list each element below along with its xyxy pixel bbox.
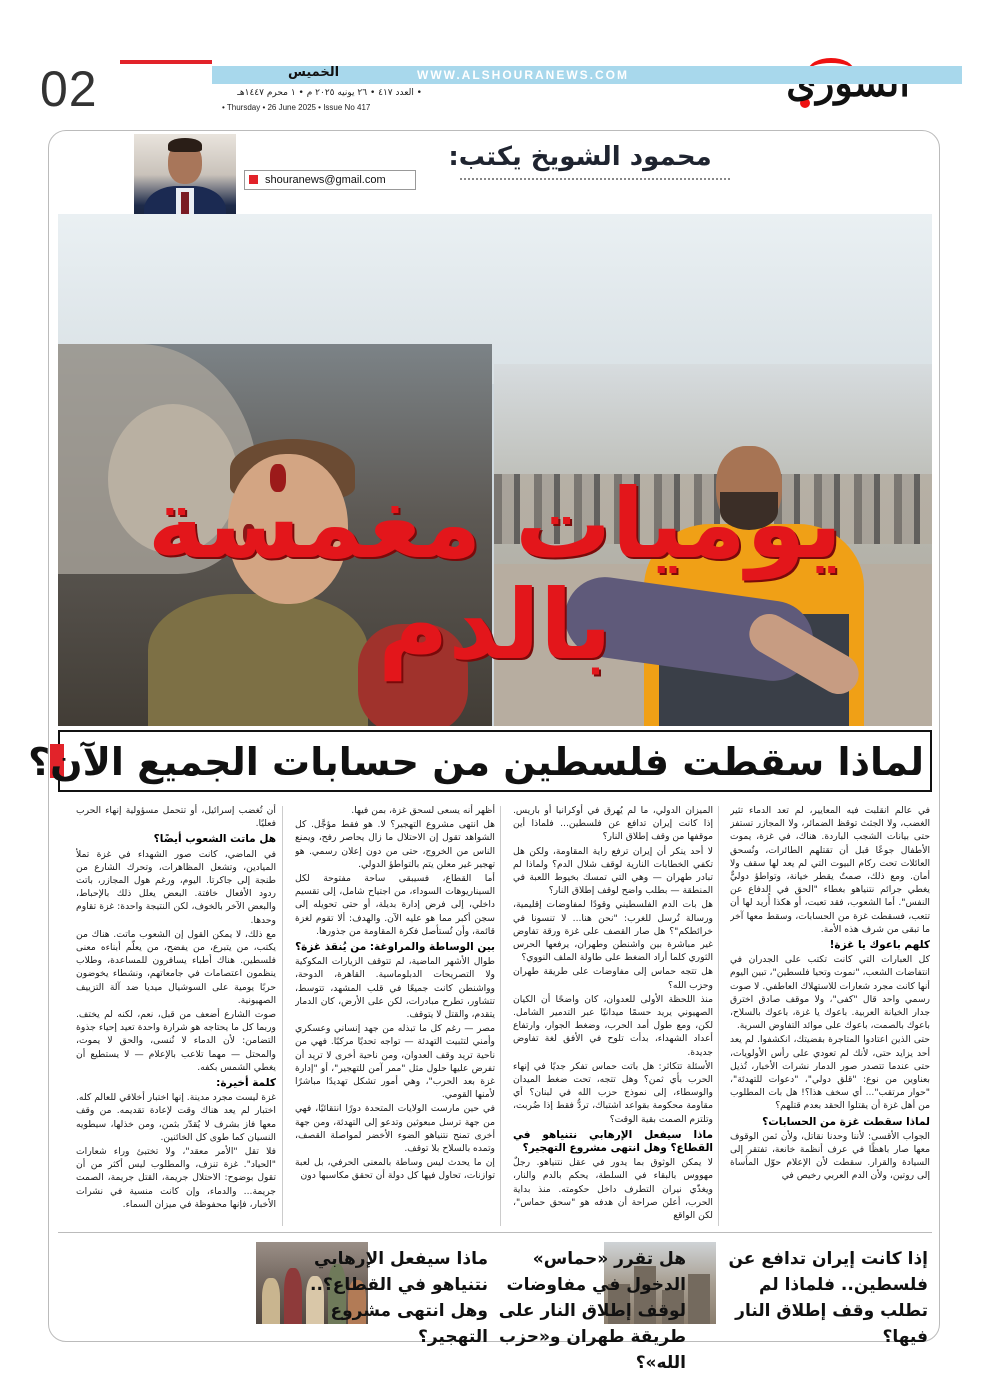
article-column-2 [513,804,713,1228]
article-paragraph: غزة ليست مجرد مدينة. إنها اختبار أخلاقي للعالم كله. اختبار لم يعد هناك وقت لإعادة تقديمه. من وقف معها فاز بشرف لا يُقدّر بثمن، ومن خذلها، سيطويه النسيان كما طوى كل الخائنين. [76,1092,276,1143]
author-email[interactable] [244,170,416,190]
section-heading: كلهم باعوك يا غزة! [829,939,930,952]
teasers-divider [58,1232,932,1233]
section-heading: بين الوساطة والمراوغة: من يُنقذ غزة؟ [295,941,495,954]
article-paragraph: مصر — رغم كل ما تبذله من جهد إنساني وعسكري وأمني لتثبيت التهدئة — تواجه تحديًا مركبًا. فهي من ناحية تريد وقف العدوان، ومن ناحية أخرى لا تريد أن تفرض عليها حلول مثل "ممر آمن للتهجير"، أو "إدارة غزة بعد الحرب"، وهي أمور تشكل تهديدًا مباشرًا لأمنها القومي. [295,1023,495,1101]
article-paragraph: هل انتهى مشروع التهجير؟ لا. هو فقط مؤجَّل. كل الشواهد تقول إن الاحتلال ما زال يحاصر رفح، ويمنع الناس من الخروج، حتى من دون إعلان رسمي. هو تهجير غير معلن يتم بالتواطؤ الدولي. [295,819,495,870]
article-paragraph: الأسئلة تتكاثر: هل باتت حماس تفكر جديًا في إنهاء الحرب بأي ثمن؟ وهل تتجه، تحت ضغط الميدان والوسطاء، إلى نموذج حزب الله في لبنان؟ أي مقاومة محكومة بقواعد اشتباك، تردُّ فقط إذا ضُربت، وتلتزم الصمت بقية الوقت؟ [513,1060,713,1125]
article-paragraph: طوال الأشهر الماضية، لم تتوقف الزيارات المكوكية ولا التصريحات الدبلوماسية. القاهرة، الدوحة، وواشنطن كانت جميعًا في قلب المشهد، تتوسط، تتشاور، تطرح مبادرات، لكن على الأرض، كان الدمار يتقدم، والقتل لا يتوقف. [295,956,495,1021]
teaser-netanyahu[interactable]: ماذا سيفعل الإرهابي نتنياهو في القطاع؟.. وهل انتهى مشروع التهجير؟ [310,1249,488,1347]
section-heading: لماذا سقطت غزة من الحسابات؟ [762,1115,930,1128]
article-paragraph: أن تُغضب إسرائيل، أو تتحمل مسؤولية إنهاء الحرب فعليًا. [76,805,276,830]
teaser-iran[interactable]: إذا كانت إيران تدافع عن فلسطين.. فلماذا لم تطلب وقف إطلاق النار فيها؟ [728,1249,928,1347]
article-paragraph: فلا تقل "الأمر معقد"، ولا تختبئ وراء شعارات "الحياد". غزة تنزف، والمطلوب ليس أكثر من أن تقول بوضوح: الاحتلال جريمة، القتل جريمة، الصمت جريمة... والدماء، وإن كانت منسية في نشرات الأخبار، فإنها محفوظة في ميزان السماء. [76,1146,276,1210]
issue-date-english: • Thursday • 26 June 2025 • Issue No 417 [222,103,371,112]
main-headline: يوميات مغمسة بالدم [147,468,843,681]
hero-photo-collage [58,214,932,726]
issue-date-arabic: • العدد ٤١٧ • ٢٦ يونيه ٢٠٢٥ م • ١ محرم ١٤٤٧هـ [237,88,422,98]
subheadline: لماذا سقطت فلسطين من حسابات الجميع الآن؟ [28,740,924,784]
article-paragraph: الميزان الدولي، ما لم يُهرق في أوكرانيا أو باريس. إذا كانت إيران تدافع عن فلسطين... فلماذا أين موقفها من وقف إطلاق النار؟ [513,805,713,843]
article-paragraph: لا يمكن الوثوق بما يدور في عقل نتنياهو. رجلٌ مهووس بالبقاء في السلطة، يحكم بالدم والنار، ويغذّي نيران التطرف داخل حكومته. منذ بداية الحرب، أعلن صراحة أن هدفه هو "سحق حماس"، لكن الواقع [513,1157,713,1222]
article-column-3 [295,804,495,1228]
article-paragraph: صوت الشارع أضعف من قبل، نعم، لكنه لم يختف. وربما كل ما يحتاجه هو شرارة واحدة تعيد إحياء جذوة التضامن: لأن الدماء لا تُنسى، والحق لا يموت، والمحتل — مهما تلاعب بالإعلام — لا يستطيع أن يغطي الشمس بكفه. [76,1009,276,1073]
article-column-4 [76,804,276,1228]
teaser-hamas[interactable]: هل تقرر «حماس» الدخول في مفاوضات لوقف إطلاق النار على طريقة طهران و«حزب الله»؟ [498,1249,686,1373]
column-divider [500,806,501,1226]
article-paragraph: في عالم انقلبت فيه المعايير، لم تعد الدماء تثير الغضب، ولا الجثث توقظ الضمائر، ولا المجازر تستفز حتى بيانات الشجب الباردة. هناك، في غزة، يموت الأطفال جوعًا قبل أن تقتلهم الطائرات، وتُسحق العائلات تحت ركام البيوت التي لم يعد لها سقف ولا أمان. ومع ذلك، صمتٌ يقطر خيانة، وتواطؤ دوليٌّ يغطي جرائم نتنياهو بغطاء "الحق في الدفاع عن النفس". أما الشعوب، فقد تعبت، أو هكذا أُريد لها أن تتعب، فسقطت غزة من الحسابات، وسقط معها آخر ما تبقى من شرف هذه الأمة. [730,805,930,935]
article-paragraph: الجواب الأقسى: لأننا وحدنا نقاتل، ولأن ثمن الوقوف معها صار باهظًا في عرف أنظمة خانعة، تفتقر إلى السيادة والقرار. سقطت لأن الإعلام حوّل المأساة إلى روتين، ولأن الدم العربي رخيص في [730,1130,930,1182]
article-paragraph: أما القطاع، فسيبقى ساحة مفتوحة لكل السيناريوهات السوداء، من اجتياح شامل، إلى تقسيم داخلي، إلى فرض إدارة بديلة، أو حتى تحويله إلى سجن أكبر مما هو عليه الآن. والهدف: ألا تقوم لغزة قائمة، وأن تُستأصل فكرة المقاومة من جذورها. [295,873,495,937]
article-paragraph: حتى الذين اعتادوا المتاجرة بقضيتك، انكشفوا. لم يعد أحد يزايد حتى، لأنك لم تعودي على رأس الأولويات، حتى عندما تتصدر صور الدمار نشرات الأخبار، تُذيل بعناوين من نوع: "قلق دولي"، "دعوات للتهدئة"، "حوار مرتقب"... أي سخف هذا؟! هل بات المطلوب من أهل غزة أن يقتلوا الحقد بعدم قتلهم؟ [730,1034,930,1112]
issue-day: الخميس [288,65,340,80]
author-email-text: shouranews@gmail.com [265,174,386,186]
email-icon [249,175,258,184]
article-column-1 [730,804,930,1228]
column-divider [718,806,719,1226]
article-paragraph: في حين مارست الولايات المتحدة دورًا انتقائيًا، فهي من جهة ترسل مبعوثين وتدعو إلى التهدئة، ومن جهة أخرى تمنح نتنياهو الضوء الأخضر لمواصلة القصف، وتمده بالسلاح بلا توقف. [295,1103,495,1155]
article-paragraph: منذ اللحظة الأولى للعدوان، كان واضحًا أن الكيان الصهيوني يريد حسمًا ميدانيًا عبر التدمير الشامل. لكن، ومع طول أمد الحرب، وضغط الجوار، وارتفاع أعداد الشهداء، بدأت تلوح في الأفق لغة تفاوض جديدة. [513,993,713,1058]
section-heading: كلمة أخيرة: [216,1077,276,1090]
website-url[interactable]: WWW.ALSHOURANEWS.COM [417,68,629,82]
article-paragraph: هل بات الدم الفلسطيني وقودًا لمفاوضات إقليمية، ورسالة تُرسل للغرب: "نحن هنا... لا تنسونا في خرائطكم"؟ هل صار القصف على غزة ورقة تفاوض غير مباشرة بين واشنطن وطهران، يرفعها الحرس الثوري كلما أراد الضغط على طاولة الملف النووي؟ [513,899,713,964]
section-heading: ماذا سيفعل الإرهابي نتنياهو في القطاع؟ وهل انتهى مشروع التهجير؟ [513,1128,713,1155]
article-paragraph: لا أحد ينكر أن إيران ترفع راية المقاومة، ولكن هل تكفي الخطابات النارية لوقف شلال الدم؟ ولماذا لم تبادر طهران — وهي التي تمسك بخيوط اللعبة في المنطقة — بطلب واضح لوقف إطلاق النار؟ [513,845,713,897]
article-paragraph: هل تتجه حماس إلى مفاوضات على طريقة طهران وحزب الله؟ [513,966,713,991]
article-paragraph: كل العبارات التي كانت تكتب على الجدران في انتفاضات الشعب، "نموت وتحيا فلسطين"، تبين اليوم أنها كانت مجرد شعارات للاستهلاك العاطفي. لا صوت رسمي واحد قال "كفى"، ولا موقف صادق اخترق جدار الخيانة العربية. باعوك يا غزة، باعوك بالسلاح، باعوك بالصمت، باعوك على موائد التفاوض السرية. [730,954,930,1032]
author-byline: محمود الشويخ يكتب: [448,142,712,172]
article-paragraph: مع ذلك، لا يمكن القول إن الشعوب ماتت. هناك من يكتب، من يتبرع، من يفضح، من يعلّم أبناءه معنى فلسطين. هناك أطباء يسافرون للمساعدة، وطلاب ينظمون اعتصامات في جامعاتهم، ونشطاء يخوضون حربًا يومية على السوشيال ميديا ضد آلة التزييف الصهيونية. [76,928,276,1006]
article-paragraph: أظهر أنه يسعى لسحق غزة، بمن فيها. [351,805,495,816]
article-paragraph: في الماضي، كانت صور الشهداء في غزة تملأ الميادين، وتشعل المظاهرات، وتحرك الشارع من طنجة إلى جاكرتا. اليوم، ورغم هول المجازر، باتت ردود الأفعال خافتة. البعض يعلل ذلك بالإحباط، والبعض الآخر بالخوف، لكن النتيجة واحدة: غزة تقاوم وحدها. [76,848,276,926]
byline-divider [460,178,730,180]
section-heading: هل ماتت الشعوب أيضًا؟ [153,833,276,846]
column-divider [282,806,283,1226]
article-paragraph: إن ما يحدث ليس وساطة بالمعنى الحرفي، بل لعبة توازنات، تحاول فيها كل دولة أن تحقق مكاسبها دون [295,1157,495,1182]
red-accent-rule [120,60,212,64]
page-number: 02 [40,61,98,117]
